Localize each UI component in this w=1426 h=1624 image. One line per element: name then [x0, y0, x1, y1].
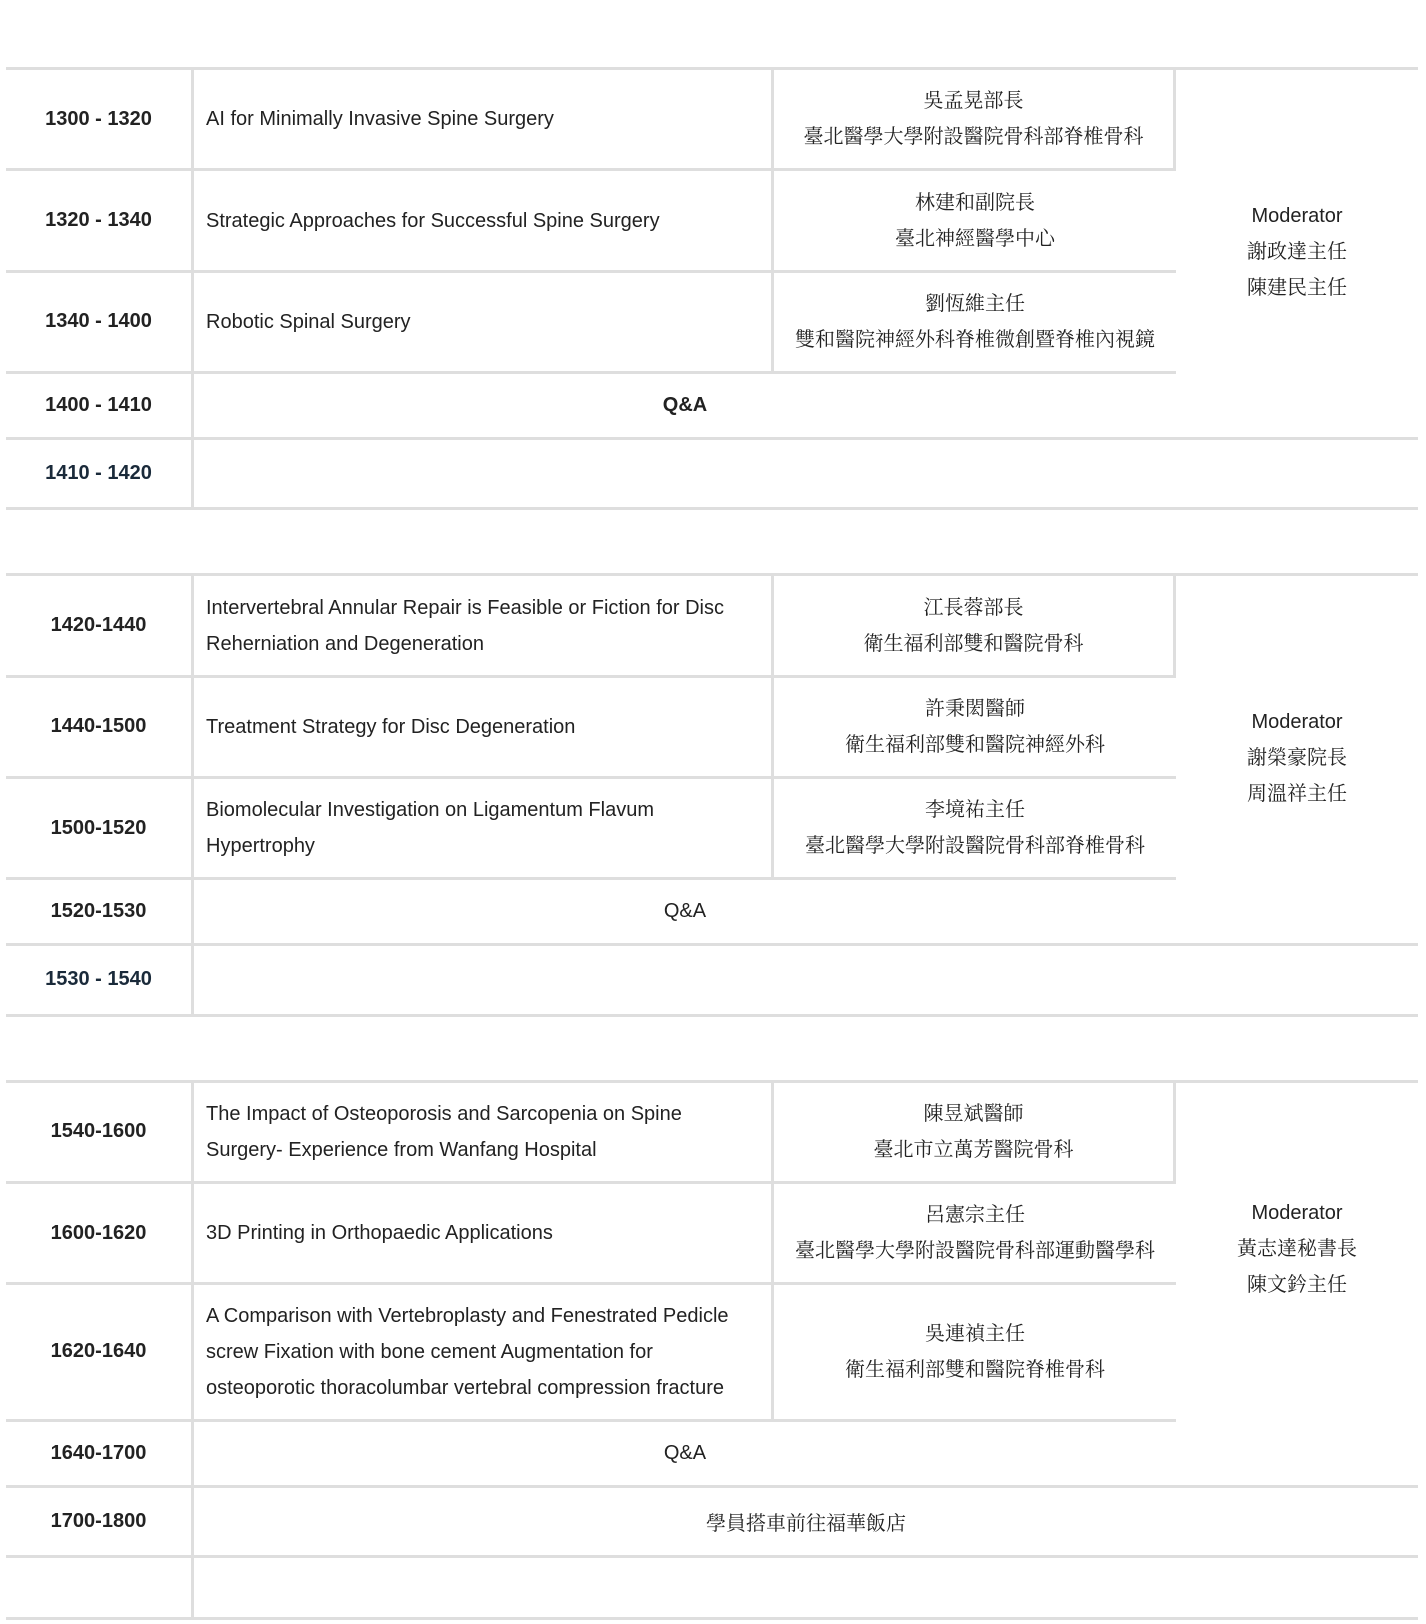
coffee-break-label: Coffee Break — [194, 946, 1418, 1016]
session-title: AI for Minimally Invasive Spine Surgery — [194, 70, 774, 171]
speaker-name: 許秉閎醫師 — [925, 697, 1025, 720]
speaker-name: 吳連禎主任 — [925, 1322, 1025, 1345]
session-time: 1540-1600 — [6, 1083, 194, 1184]
coffee-break-row — [6, 440, 1418, 510]
gala-dinner-time: 1800 ~ — [6, 1558, 194, 1620]
speaker-name: 陳昱斌醫師 — [923, 1102, 1024, 1125]
qa-time: 1400 - 1410 — [6, 374, 194, 440]
shuttle-time: 1700-1800 — [6, 1488, 194, 1558]
coffee-break-row — [6, 946, 1418, 1016]
coffee-break-label: Coffee Break — [194, 440, 1418, 510]
speaker-affiliation: 衛生福利部雙和醫院神經外科 — [845, 733, 1105, 756]
moderator-name: 陳文鈐主任 — [1247, 1273, 1348, 1296]
shuttle-label: 學員搭車前往福華飯店 — [194, 1488, 1418, 1558]
moderator-name: 謝榮豪院長 — [1247, 747, 1348, 770]
speaker-affiliation: 衛生福利部雙和醫院骨科 — [863, 632, 1084, 655]
gala-dinner-row — [6, 1558, 1418, 1620]
speaker-affiliation: 臺北醫學大學附設醫院骨科部運動醫學科 — [795, 1240, 1155, 1262]
qa-label: Q&A — [194, 1422, 1176, 1488]
session-title: Robotic Spinal Surgery — [194, 273, 774, 374]
session-speaker — [774, 70, 1176, 171]
moderator-label: Moderator — [1251, 205, 1343, 228]
qa-time: 1640-1700 — [6, 1422, 194, 1488]
session-title: Treatment Strategy for Disc Degeneration — [194, 678, 774, 779]
coffee-break-time: 1410 - 1420 — [6, 440, 194, 510]
session-time: 1500-1520 — [6, 779, 194, 880]
session-time: 1320 - 1340 — [6, 171, 194, 272]
session-title: Biomolecular Investigation on Ligamentum Flavum Hypertrophy — [194, 779, 774, 880]
qa-time: 1520-1530 — [6, 880, 194, 946]
session-time: 1300 - 1320 — [6, 70, 194, 171]
session-title: A Comparison with Vertebroplasty and Fenestrated Pedicle screw Fixation with bone cement Augmentation for osteoporotic thoracolumbar vertebral compression fracture — [194, 1285, 774, 1421]
speaker-affiliation: 雙和醫院神經外科脊椎微創暨脊椎內視鏡 — [795, 328, 1155, 351]
moderator-name: 黃志達秘書長 — [1237, 1237, 1358, 1260]
moderator-cell — [1176, 576, 1418, 946]
coffee-break-time: 1530 - 1540 — [6, 946, 194, 1016]
session-speaker — [774, 171, 1176, 272]
session-title: The Impact of Osteoporosis and Sarcopenia on Spine Surgery- Experience from Wanfang Hospital — [194, 1083, 774, 1184]
session-row — [6, 576, 1418, 677]
session-title: Intervertebral Annular Repair is Feasible or Fiction for Disc Reherniation and Degeneration — [194, 576, 774, 677]
session-speaker — [774, 273, 1176, 374]
speaker-affiliation: 臺北醫學大學附設醫院骨科部脊椎骨科 — [803, 126, 1144, 149]
speaker-name: 李境祐主任 — [925, 799, 1025, 821]
session-speaker — [774, 1184, 1176, 1285]
moderator-name: 謝政達主任 — [1247, 241, 1348, 264]
theme-header-row — [6, 510, 1418, 576]
moderator-name: 陳建民主任 — [1247, 277, 1348, 300]
session-speaker — [774, 779, 1176, 880]
speaker-affiliation: 臺北神經醫學中心 — [895, 227, 1055, 250]
speaker-name: 劉恆維主任 — [925, 292, 1025, 315]
agenda-table — [6, 4, 1418, 1620]
speaker-affiliation: 衛生福利部雙和醫院脊椎骨科 — [845, 1358, 1105, 1381]
moderator-name: 周溫祥主任 — [1247, 783, 1348, 806]
moderator-cell — [1176, 1083, 1418, 1488]
qa-label: Q&A — [194, 880, 1176, 946]
theme-3-title: Theme 3: Osteoporosis、Sports Medicine — [6, 1017, 1418, 1083]
speaker-affiliation: 臺北市立萬芳醫院骨科 — [873, 1138, 1074, 1161]
speaker-name: 林建和副院長 — [915, 191, 1035, 214]
session-row — [6, 70, 1418, 171]
theme-1-title: Theme 1: Spinal Cord Injury — [6, 4, 1418, 70]
session-time: 1420-1440 — [6, 576, 194, 677]
speaker-name: 吳孟晃部長 — [923, 90, 1024, 113]
moderator-label: Moderator — [1251, 711, 1343, 734]
gala-dinner-label: Gala Dinner (福華飯店) — [194, 1558, 1418, 1620]
moderator-label: Moderator — [1251, 1201, 1343, 1224]
session-speaker — [774, 1285, 1176, 1421]
session-time: 1600-1620 — [6, 1184, 194, 1285]
session-time: 1440-1500 — [6, 678, 194, 779]
session-speaker — [774, 1083, 1176, 1184]
shuttle-row — [6, 1488, 1418, 1558]
session-time: 1620-1640 — [6, 1285, 194, 1421]
session-title: Strategic Approaches for Successful Spine Surgery — [194, 171, 774, 272]
speaker-name: 江長蓉部長 — [923, 596, 1024, 619]
speaker-affiliation: 臺北醫學大學附設醫院骨科部脊椎骨科 — [805, 835, 1145, 857]
session-row — [6, 1083, 1418, 1184]
theme-header-row — [6, 1017, 1418, 1083]
theme-header-row — [6, 4, 1418, 70]
speaker-name: 呂憲宗主任 — [925, 1204, 1025, 1226]
session-speaker — [774, 678, 1176, 779]
session-speaker — [774, 576, 1176, 677]
session-title: 3D Printing in Orthopaedic Applications — [194, 1184, 774, 1285]
theme-2-title: Theme 2: Disc Regeneration — [6, 510, 1418, 576]
moderator-cell — [1176, 70, 1418, 440]
qa-label: Q&A — [194, 374, 1176, 440]
session-time: 1340 - 1400 — [6, 273, 194, 374]
